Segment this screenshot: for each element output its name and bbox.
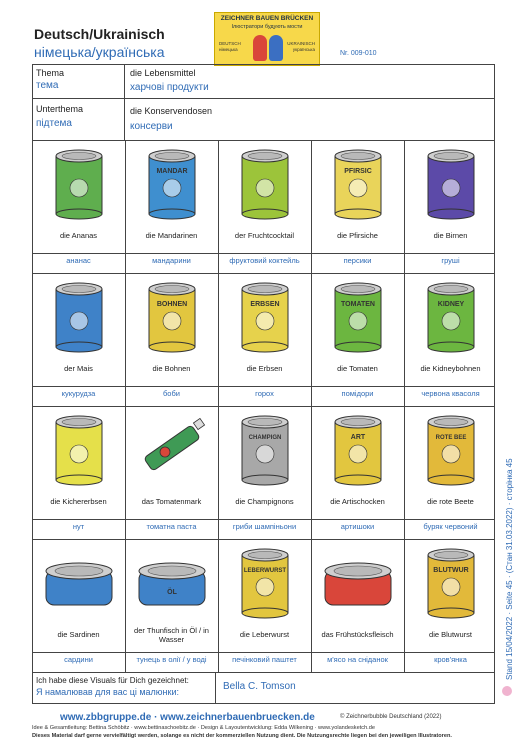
sheet-number: Nr. 009-010 — [340, 50, 377, 57]
liver-sausage-tin-icon — [218, 539, 311, 623]
item-name-ua: кукурудза — [61, 389, 96, 398]
pineapple-can-icon — [32, 140, 125, 224]
divider — [32, 273, 495, 274]
item-name-ua: гриби шампіньони — [232, 522, 297, 531]
unterthema-value-de: die Konservendosen — [130, 106, 213, 116]
item-name-de: der Thunfisch in Öl / in Wasser — [134, 626, 209, 644]
logo-title-de: ZEICHNER BAUEN BRÜCKEN — [220, 15, 314, 22]
corn-can-icon — [32, 273, 125, 357]
pear-can-icon — [404, 140, 497, 224]
item-name-ua: ананас — [66, 256, 91, 265]
divider — [125, 140, 126, 672]
chickpea-can-icon — [32, 406, 125, 490]
stand-date: Stand 15/04/2022 · Seite 45 · (Стан 31.03.2022) · сторінка 45 — [505, 458, 514, 680]
unterthema-value-ua: консерви — [130, 121, 173, 132]
can-label: ART — [350, 434, 366, 441]
divider — [32, 98, 495, 99]
luncheon-meat-tin-icon — [311, 539, 404, 623]
blood-sausage-can-icon — [404, 539, 497, 623]
item-name-de: der Fruchtcocktail — [234, 231, 295, 240]
item-name-de: die Champignons — [235, 497, 294, 506]
item-name-ua: тунець в олії / у воді — [136, 655, 207, 664]
item-name-de: die Bohnen — [152, 364, 191, 373]
divider — [218, 140, 219, 672]
divider — [32, 539, 495, 540]
beetroot-can-icon — [404, 406, 497, 490]
item-name-de: die rote Beete — [427, 497, 474, 506]
can-label: PFIRSIC — [344, 168, 372, 175]
item-name-ua: персики — [343, 256, 372, 265]
thema-value-de: die Lebensmittel — [130, 68, 196, 78]
can-label: LEBERWURST — [243, 568, 287, 574]
mandarin-can-icon — [125, 140, 218, 224]
item-name-de: die Pfirsiche — [337, 231, 378, 240]
item-name-de: die Artischocken — [330, 497, 385, 506]
logo — [214, 12, 320, 66]
item-name-ua: червона квасоля — [421, 389, 480, 398]
kidney-bean-can-icon — [404, 273, 497, 357]
item-name-de: die Mandarinen — [145, 231, 198, 240]
item-name-ua: горох — [255, 389, 274, 398]
artist-name: Bella C. Tomson — [223, 681, 296, 692]
item-name-de: die Kichererbsen — [50, 497, 107, 506]
item-name-ua: мандарини — [152, 256, 191, 265]
unterthema-label-ua: підтема — [36, 118, 72, 129]
item-name-de: die Birnen — [433, 231, 468, 240]
logo-title-ua: Ілюстратори будують мости — [231, 24, 303, 30]
item-name-ua: сардини — [64, 655, 93, 664]
divider — [32, 519, 495, 520]
item-name-ua: м'ясо на сніданок — [327, 655, 388, 664]
copyright: © Zeichnerbubble Deutschland (2022) — [340, 714, 442, 720]
can-label: ERBSEN — [250, 301, 280, 308]
drawn-by-label-ua: Я намалював для вас ці малюнки: — [36, 687, 179, 697]
tomato-paste-tube-icon — [125, 406, 218, 490]
divider — [124, 64, 125, 140]
can-label: TOMATEN — [341, 301, 375, 308]
tuna-tin-icon — [125, 539, 218, 623]
can-label: BOHNEN — [156, 301, 188, 308]
thema-label-de: Thema — [36, 68, 65, 78]
unterthema-label-de: Unterthema — [36, 104, 84, 114]
item-name-de: das Frühstücksfleisch — [321, 630, 394, 639]
divider — [32, 652, 495, 653]
usage-note: Dieses Material darf gerne vervielfältigt werden, solange es nicht der kommerziellen Nutzung dient. Die Nutzungsrechte liegen bei den jeweiligen Illustratoren. — [32, 733, 452, 739]
can-label: ROTE BEE — [435, 435, 467, 441]
item-name-de: die Ananas — [59, 231, 98, 240]
pea-can-icon — [218, 273, 311, 357]
item-name-ua: буряк червоний — [423, 522, 478, 531]
logo-child-left-icon — [253, 35, 267, 61]
divider — [404, 140, 405, 672]
divider — [215, 672, 216, 704]
item-name-ua: боби — [163, 389, 180, 398]
logo-left-text: DEUTSCH німецька — [219, 41, 241, 52]
item-name-ua: артишоки — [340, 522, 375, 531]
item-name-de: die Tomaten — [337, 364, 378, 373]
title-ukrainian: німецька/українська — [34, 44, 165, 60]
thema-value-ua: харчові продукти — [130, 82, 209, 93]
item-name-de: die Erbsen — [246, 364, 283, 373]
mushroom-can-icon — [218, 406, 311, 490]
pink-dot-icon — [502, 686, 512, 696]
item-name-ua: нут — [72, 522, 85, 531]
tomato-can-icon — [311, 273, 404, 357]
item-name-ua: томатна паста — [146, 522, 197, 531]
can-label: KIDNEY — [437, 301, 465, 308]
can-label: MANDAR — [156, 168, 188, 175]
thema-label-ua: тема — [36, 80, 59, 91]
item-name-de: die Kidneybohnen — [420, 364, 481, 373]
item-name-de: der Mais — [64, 364, 93, 373]
item-name-ua: кров'янка — [434, 655, 467, 664]
can-label: ÖL — [167, 589, 177, 596]
drawn-by-label-de: Ich habe diese Visuals für Dich gezeichnet: — [36, 676, 189, 685]
item-name-de: die Leberwurst — [239, 630, 290, 639]
artichoke-can-icon — [311, 406, 404, 490]
title-german: Deutsch/Ukrainisch — [34, 26, 165, 42]
logo-child-right-icon — [269, 35, 283, 61]
divider — [32, 406, 495, 407]
fruit-cocktail-can-icon — [218, 140, 311, 224]
divider — [311, 140, 312, 672]
can-label: CHAMPIGN — [248, 435, 282, 441]
divider — [32, 672, 495, 673]
divider — [32, 386, 495, 387]
sardine-tin-icon — [32, 539, 125, 623]
credits: Idee & Gesamtleitung: Bettina Schöbitz · www.bettinaschoebitz.de · Design & Layoutentwicklung: Edda Wilkening · www.yolandesketch.de — [32, 725, 375, 731]
item-name-ua: помідори — [341, 389, 374, 398]
item-name-ua: фруктовий коктейль — [229, 256, 300, 265]
item-name-de: die Sardinen — [57, 630, 100, 639]
item-name-de: die Blutwurst — [429, 630, 472, 639]
divider — [32, 253, 495, 254]
peach-can-icon — [311, 140, 404, 224]
logo-right-text: UKRAINISCH українська — [287, 41, 315, 52]
item-name-ua: печінковий паштет — [232, 655, 297, 664]
item-name-ua: груші — [441, 256, 460, 265]
item-name-de: das Tomatenmark — [141, 497, 202, 506]
website-links[interactable]: www.zbbgruppe.de · www.zeichnerbauenbruecken.de — [60, 712, 315, 723]
bean-can-icon — [125, 273, 218, 357]
can-label: BLUTWUR — [433, 567, 469, 574]
